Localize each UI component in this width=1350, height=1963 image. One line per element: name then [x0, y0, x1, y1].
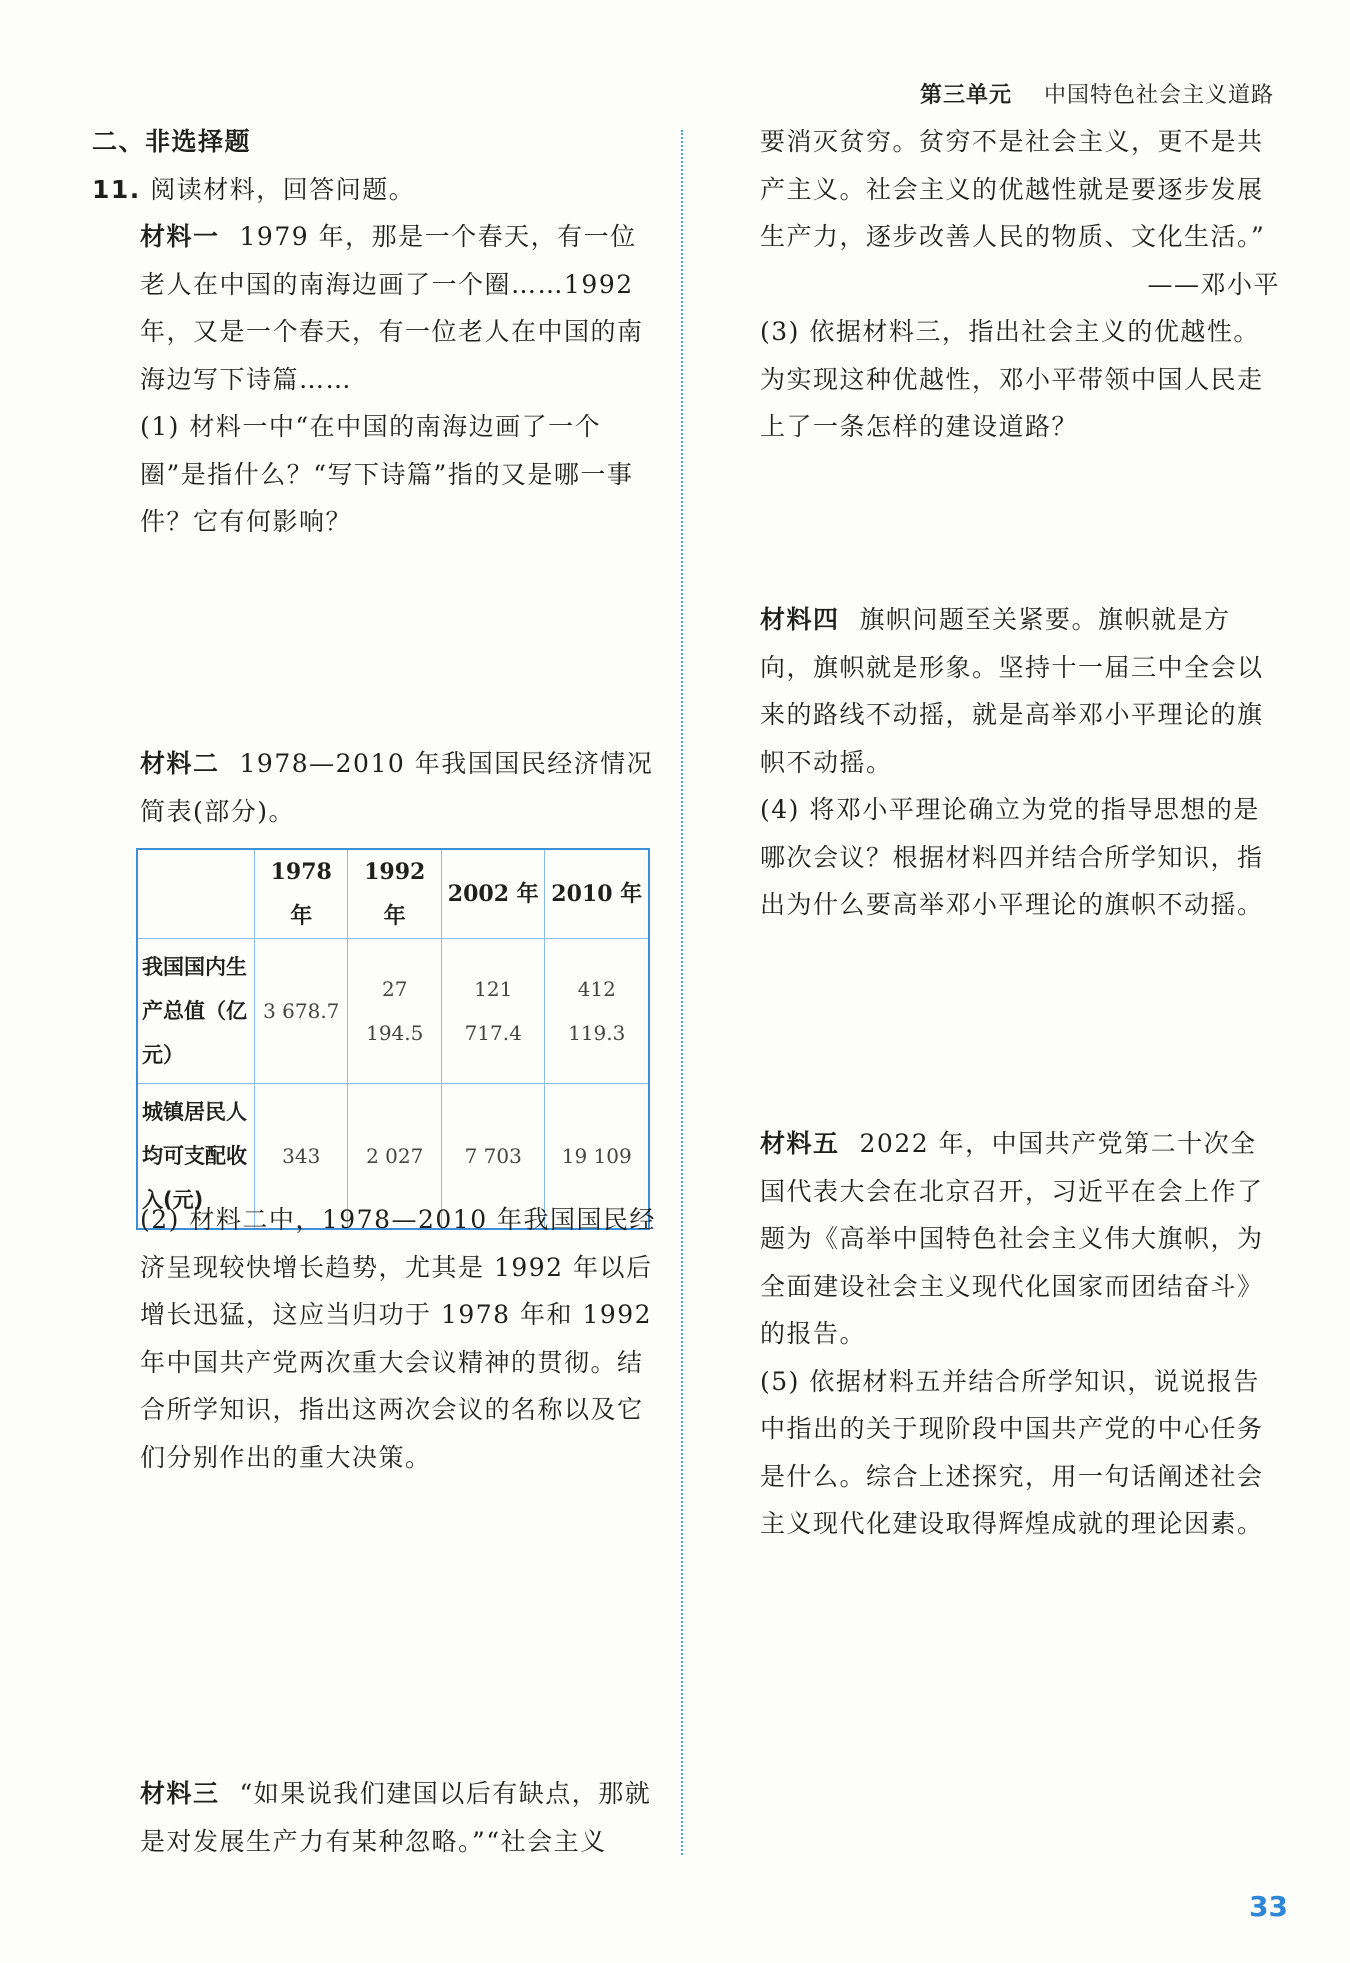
unit-title: 中国特色社会主义道路	[1043, 83, 1274, 108]
question-prompt: 阅读材料，回答问题。	[150, 174, 416, 204]
unit-label: 第三单元	[919, 83, 1012, 108]
material-4-label: 材料四	[760, 605, 840, 634]
table-cell: 3 678.7	[255, 939, 348, 1084]
sub-question-5: (5) 依据材料五并结合所学知识，说说报告中指出的关于现阶段中国共产党的中心任务是什么。综合上述探究，用一句话阐述社会主义现代化建设取得辉煌成就的理论因素。	[760, 1366, 1264, 1538]
sub-question-4: (4) 将邓小平理论确立为党的指导思想的是哪次会议？根据材料四并结合所学知识，指出为什么要高举邓小平理论的旗帜不动摇。	[760, 795, 1264, 919]
row-label-gdp: 我国国内生产总值（亿元）	[137, 939, 255, 1084]
material-3-start	[92, 1770, 662, 1865]
material-1	[92, 213, 662, 403]
material-4-block	[760, 596, 1280, 929]
table-cell: 2 027	[348, 1084, 441, 1230]
material-4	[760, 596, 1280, 786]
table-row	[137, 939, 649, 1084]
year-header: 1978 年	[255, 849, 348, 939]
table-cell: 412 119.3	[545, 939, 649, 1084]
economy-table	[136, 848, 650, 1230]
page-header	[920, 78, 1274, 109]
table-cell: 121 717.4	[441, 939, 545, 1084]
table-wrapper	[92, 848, 650, 1230]
material-1-label: 材料一	[140, 222, 220, 251]
material-3-text-left: “如果说我们建国以后有缺点，那就是对发展生产力有某种忽略。”“社会主义	[140, 1779, 652, 1856]
table-corner	[137, 849, 255, 939]
material-5-block	[760, 1120, 1280, 1548]
table-cell: 27 194.5	[348, 939, 441, 1084]
material-2-block	[92, 740, 662, 835]
sub-question-3: (3) 依据材料三，指出社会主义的优越性。为实现这种优越性，邓小平带领中国人民走上了一条怎样的建设道路？	[760, 317, 1264, 441]
material-1-text: 1979 年，那是一个春天，有一位老人在中国的南海边画了一个圈……1992 年，又是一个春天，有一位老人在中国的南海边写下诗篇……	[140, 222, 644, 394]
year-header: 2010 年	[545, 849, 649, 939]
question-11	[92, 166, 662, 214]
table-cell: 343	[255, 1084, 348, 1230]
table-cell: 19 109	[545, 1084, 649, 1230]
section-title: 二、非选择题	[92, 127, 252, 156]
material-5-label: 材料五	[760, 1129, 840, 1158]
material-2-text: 1978—2010 年我国国民经济情况简表(部分)。	[140, 749, 654, 826]
left-column	[92, 118, 662, 546]
material-5-text: 2022 年，中国共产党第二十次全国代表大会在北京召开，习近平在会上作了题为《高举中国特色社会主义伟大旗帜，为全面建设社会主义现代化国家而团结奋斗》的报告。	[760, 1129, 1264, 1348]
material-2-label: 材料二	[140, 749, 220, 778]
table-header-row	[137, 849, 649, 939]
year-header: 1992 年	[348, 849, 441, 939]
right-column-top	[760, 118, 1280, 451]
sub-question-2-block	[92, 1196, 662, 1481]
row-label-income: 城镇居民人均可支配收入(元)	[137, 1084, 255, 1230]
table-cell: 7 703	[441, 1084, 545, 1230]
question-number: 11.	[92, 174, 141, 204]
material-5	[760, 1120, 1280, 1358]
column-divider	[681, 130, 683, 1855]
page-number: 33	[1249, 1890, 1288, 1923]
material-2	[92, 740, 662, 835]
sub-question-1: (1) 材料一中“在中国的南海边画了一个圈”是指什么？“写下诗篇”指的又是哪一事件？它有何影响？	[140, 412, 634, 536]
material-4-text: 旗帜问题至关紧要。旗帜就是方向，旗帜就是形象。坚持十一届三中全会以来的路线不动摇，就是高举邓小平理论的旗帜不动摇。	[760, 605, 1264, 777]
material-3-left-block	[92, 1770, 662, 1865]
sub-question-2: (2) 材料二中，1978—2010 年我国国民经济呈现较快增长趋势，尤其是 1992 年以后增长迅猛，这应当归功于 1978 年和 1992 年中国共产党两次重大会议精神的贯彻。结合所学知识，指出这两次会议的名称以及它们分别作出的重大决策。	[140, 1205, 657, 1472]
material-3-continued: 要消灭贫穷。贫穷不是社会主义，更不是共产主义。社会主义的优越性就是要逐步发展生产力，逐步改善人民的物质、文化生活。”	[760, 127, 1266, 251]
material-3-label: 材料三	[140, 1779, 220, 1808]
material-3-source: ——邓小平	[1147, 269, 1280, 299]
year-header: 2002 年	[441, 849, 545, 939]
